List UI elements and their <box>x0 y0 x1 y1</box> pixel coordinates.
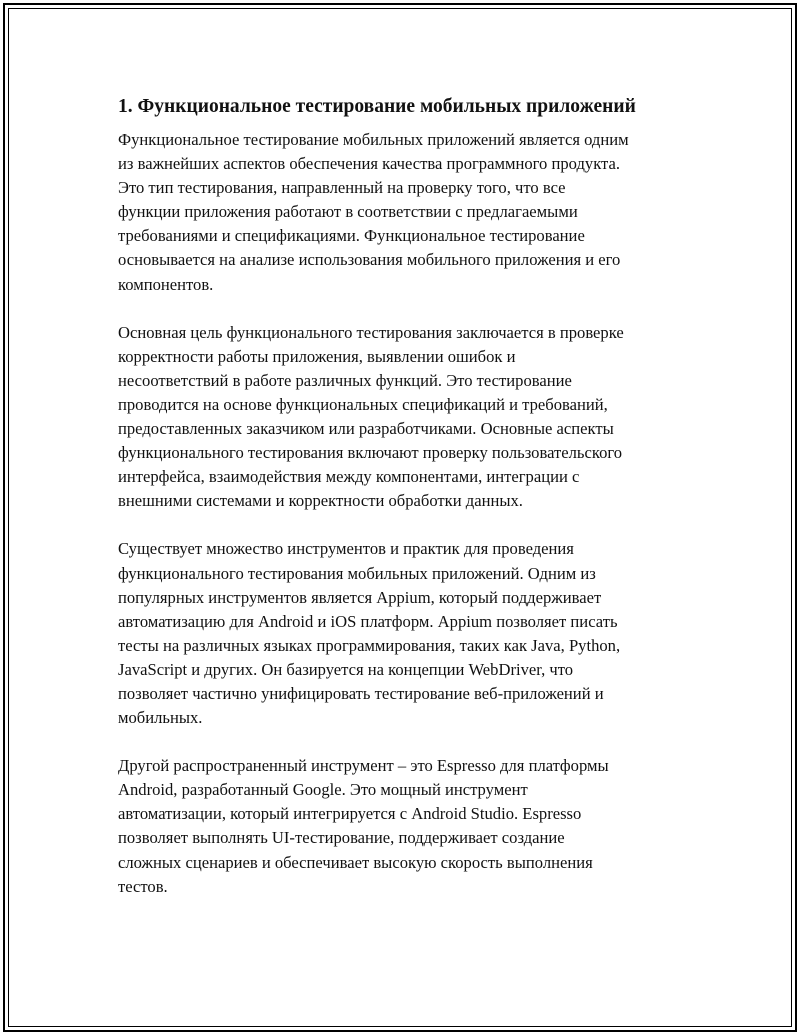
text-line: сложных сценариев и обеспечивает высокую скорость выполнения <box>118 852 593 872</box>
text-line: автоматизацию для Android и iOS платформ. Appium позволяет писать <box>118 611 618 631</box>
section-heading: 1. Функциональное тестирование мобильных приложений <box>118 96 636 117</box>
text-line: функционального тестирования включают проверку пользовательского <box>118 443 623 463</box>
text-line: функционального тестирования мобильных приложений. Одним из <box>118 563 596 583</box>
text-line: позволяет выполнять UI-тестирование, поддерживает создание <box>118 828 565 848</box>
text-line: корректности работы приложения, выявлении ошибок и <box>118 346 516 366</box>
text-line: Android, разработанный Google. Это мощный инструмент <box>118 780 528 800</box>
text-line: из важнейших аспектов обеспечения качества программного продукта. <box>118 154 621 174</box>
paragraph-espresso <box>118 754 693 899</box>
text-line: основывается на анализе использования мобильного приложения и его <box>118 250 621 270</box>
text-line: Основная цель функционального тестирования заключается в проверке <box>118 322 624 342</box>
text-line: Другой распространенный инструмент – это Espresso для платформы <box>118 756 609 776</box>
document-body <box>118 94 693 923</box>
text-line: компонентов. <box>118 274 214 294</box>
text-line: автоматизации, который интегрируется с Android Studio. Espresso <box>118 804 582 824</box>
text-line: функции приложения работают в соответствии с предлагаемыми <box>118 202 578 222</box>
text-line: мобильных. <box>118 708 203 728</box>
text-line: предоставленных заказчиком или разработчиками. Основные аспекты <box>118 419 614 439</box>
text-line: тестов. <box>118 876 168 896</box>
text-line: Функциональное тестирование мобильных приложений является одним <box>118 130 629 149</box>
text-line: позволяет частично унифицировать тестирование веб-приложений и <box>118 683 604 703</box>
text-line: несоответствий в работе различных функций. Это тестирование <box>118 370 572 390</box>
text-line: Существует множество инструментов и практик для проведения <box>118 539 574 559</box>
text-line: Это тип тестирования, направленный на проверку того, что все <box>118 178 566 198</box>
paragraph-intro <box>118 128 693 297</box>
text-line: интерфейса, взаимодействия между компонентами, интеграции с <box>118 467 580 487</box>
text-line: внешними системами и корректности обработки данных. <box>118 491 523 511</box>
paragraph-goal <box>118 321 693 514</box>
text-line: популярных инструментов является Appium, который поддерживает <box>118 587 602 607</box>
text-line: тесты на различных языках программирования, таких как Java, Python, <box>118 635 621 655</box>
text-line: JavaScript и других. Он базируется на концепции WebDriver, что <box>118 659 574 679</box>
text-line: требованиями и спецификациями. Функциональное тестирование <box>118 226 585 246</box>
text-line: проводится на основе функциональных спецификаций и требований, <box>118 394 608 414</box>
paragraph-appium <box>118 537 693 730</box>
